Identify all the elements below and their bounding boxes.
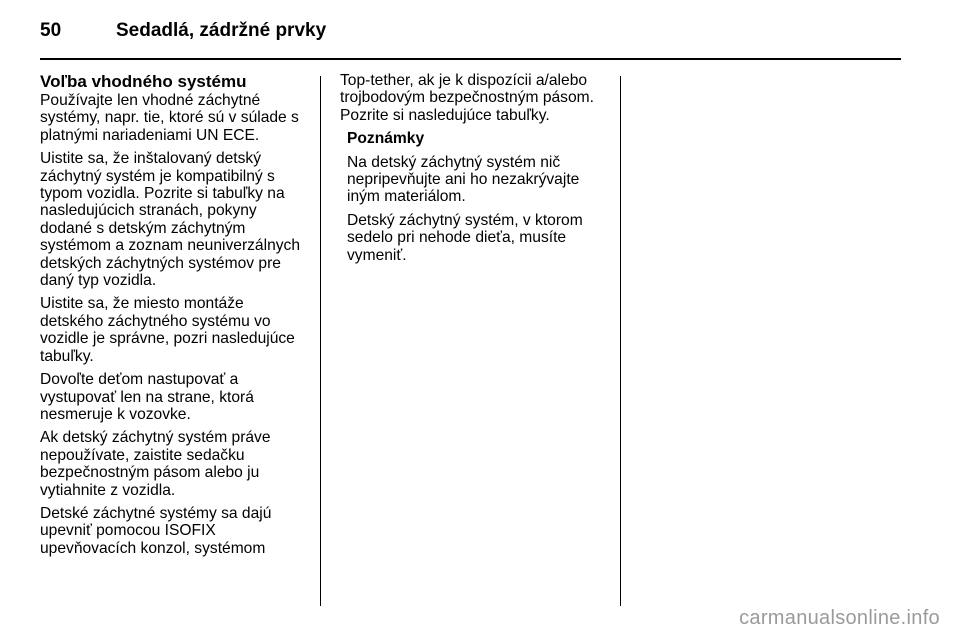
paragraph: Uistite sa, že inštalovaný detský záchytný systém je kompatibilný s typom vozidla. Pozrite si tabuľky na nasledujúcich stranách, pokyny dodané s detským záchytným systémom a zoznam neuniverzálnych detských záchytných systémov pre daný typ vozidla. [40,150,301,290]
paragraph: Používajte len vhodné záchytné systémy, napr. tie, ktoré sú v súlade s platnými nariadeniami UN ECE. [40,92,299,144]
paragraph: Dovoľte deťom nastupovať a vystupovať len na strane, ktorá nesmeruje k vozovke. [40,371,254,423]
watermark: carmanualsonline.info [739,607,940,629]
note-box [347,130,610,264]
note-paragraph: Na detský záchytný systém nič nepripevňujte ani ho nezakrývajte iným materiálom. [347,153,580,206]
paragraph: Uistite sa, že miesto montáže detského záchytného systému vo vozidle je správne, pozri nasledujúce tabuľky. [40,295,295,365]
paragraph: Ak detský záchytný systém práve nepoužívate, zaistite sedačku bezpečnostným pásom alebo ju vytiahnite z vozidla. [40,429,271,499]
page-header [40,20,326,50]
page-title: Sedadlá, zádržné prvky [116,20,327,41]
middle-column [340,72,610,270]
column-divider-right [620,76,621,606]
note-paragraph: Detský záchytný systém, v ktorom sedelo pri nehode dieťa, musíte vymeniť. [347,211,583,264]
page-number: 50 [40,20,62,41]
paragraph: Detské záchytné systémy sa dajú upevniť pomocou ISOFIX upevňovacích konzol, systémom [40,504,272,557]
left-column [40,72,310,563]
column-divider-left [320,76,321,606]
note-title: Poznámky [347,130,425,148]
section-title: Voľba vhodného systému [40,72,247,91]
paragraph: Top-tether, ak je k dispozícii a/alebo trojbodovým bezpečnostným pásom. Pozrite si nasledujúce tabuľky. [340,72,594,124]
header-rule [40,58,901,60]
